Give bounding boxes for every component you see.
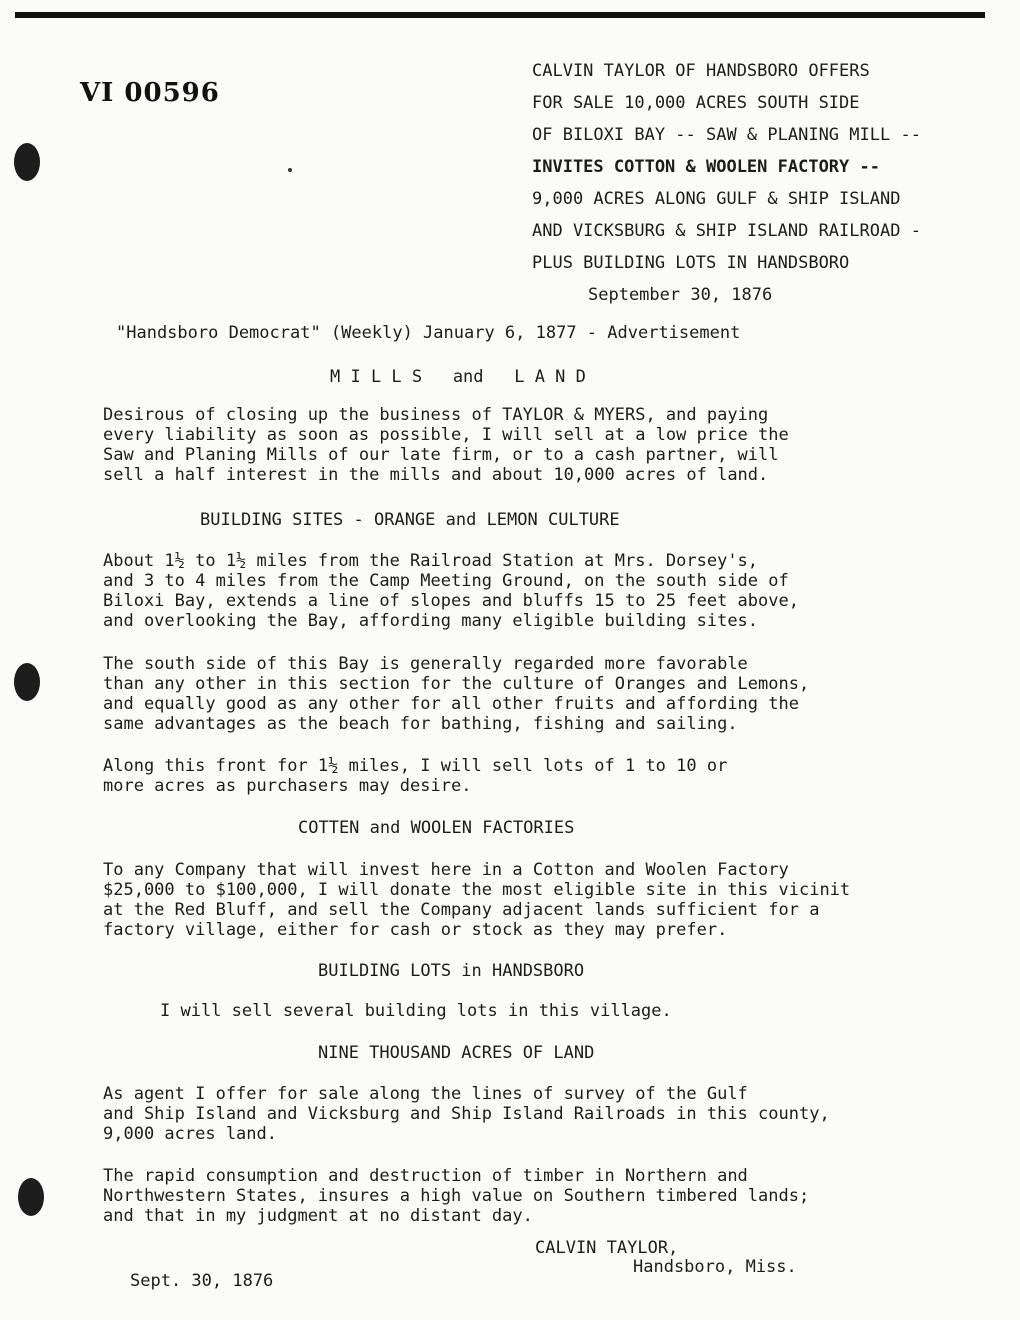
paragraph-culture: The south side of this Bay is generally regarded more favorable than any other in this section for the culture of Oranges and Lemons, and equally good as any other for all other fruits and affording the same advantages as the beach for bathing, fishing and sailing. xyxy=(103,654,810,734)
punch-hole-middle xyxy=(14,663,40,701)
headline-date: September 30, 1876 xyxy=(588,285,773,305)
ink-speck xyxy=(288,168,292,172)
paragraph-timber: The rapid consumption and destruction of timber in Northern and Northwestern States, insures a high value on Southern timbered lands; and that in my judgment at no distant day. xyxy=(103,1166,810,1226)
paragraph-lots: Along this front for 1½ miles, I will sell lots of 1 to 10 or more acres as purchasers may desire. xyxy=(103,756,728,796)
punch-hole-top xyxy=(14,143,40,181)
signature-name: CALVIN TAYLOR, xyxy=(535,1238,679,1258)
headline-line: AND VICKSBURG & SHIP ISLAND RAILROAD - xyxy=(532,221,921,241)
headline-line: 9,000 ACRES ALONG GULF & SHIP ISLAND xyxy=(532,189,901,209)
page-title: M I L L S and L A N D xyxy=(330,367,586,387)
document-id: VI 00596 xyxy=(80,78,220,108)
paragraph-mills: Desirous of closing up the business of TAYLOR & MYERS, and paying every liability as soon as possible, I will sell at a low price the Saw and Planing Mills of our late firm, or to a cash partner, will sell a half interest in the mills and about 10,000 acres of land. xyxy=(103,405,789,485)
paragraph-agent-offer: As agent I offer for sale along the lines of survey of the Gulf and Ship Island and Vicksburg and Ship Island Railroads in this county, 9,000 acres land. xyxy=(103,1084,830,1144)
paragraph-village-lots: I will sell several building lots in this village. xyxy=(160,1001,672,1021)
source-line: "Handsboro Democrat" (Weekly) January 6, 1877 - Advertisement xyxy=(116,323,741,343)
punch-hole-bottom xyxy=(18,1178,44,1216)
heading-building-sites: BUILDING SITES - ORANGE and LEMON CULTURE xyxy=(200,510,620,530)
signature-place: Handsboro, Miss. xyxy=(633,1257,797,1277)
headline-line: PLUS BUILDING LOTS IN HANDSBORO xyxy=(532,253,850,273)
headline-line: FOR SALE 10,000 ACRES SOUTH SIDE xyxy=(532,93,860,113)
top-border-rule xyxy=(15,12,985,18)
footer-date: Sept. 30, 1876 xyxy=(130,1271,274,1291)
paragraph-location: About 1½ to 1½ miles from the Railroad Station at Mrs. Dorsey's, and 3 to 4 miles from the Camp Meeting Ground, on the south side of Biloxi Bay, extends a line of slopes and bluffs 15 to 25 feet above, and overlooking the Bay, affording many eligible building sites. xyxy=(103,551,799,631)
headline-line: INVITES COTTON & WOOLEN FACTORY -- xyxy=(532,157,880,177)
heading-building-lots: BUILDING LOTS in HANDSBORO xyxy=(318,961,585,981)
headline-block xyxy=(532,55,1002,311)
paragraph-factory-offer: To any Company that will invest here in a Cotton and Woolen Factory $25,000 to $100,000, I will donate the most eligible site in this vicinit at the Red Bluff, and sell the Company adjacent lands sufficient for a factory village, either for cash or stock as they may prefer. xyxy=(103,860,851,940)
headline-line: CALVIN TAYLOR OF HANDSBORO OFFERS xyxy=(532,61,870,81)
headline-line: OF BILOXI BAY -- SAW & PLANING MILL -- xyxy=(532,125,921,145)
heading-nine-thousand-acres: NINE THOUSAND ACRES OF LAND xyxy=(318,1043,595,1063)
heading-factories: COTTEN and WOOLEN FACTORIES xyxy=(298,818,575,838)
